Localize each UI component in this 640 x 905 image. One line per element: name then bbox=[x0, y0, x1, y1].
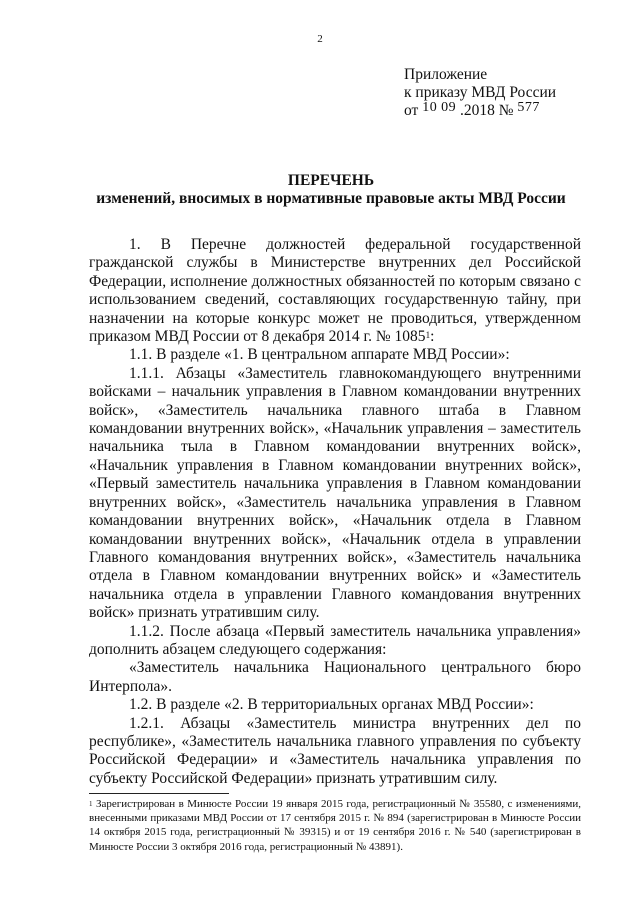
page-number: 2 bbox=[317, 33, 323, 45]
paragraph-1-2-1: 1.2.1. Абзацы «Заместитель министра внутренних дел по республике», «Заместитель начальника главного управления по субъекту Российской Федерации» и «Заместитель начальника управления по субъекту Российской Федерации» признать утратившим силу. bbox=[89, 714, 581, 787]
appendix-line2: к приказу МВД России bbox=[404, 84, 557, 101]
footnote-text: Зарегистрирован в Минюсте России 19 января 2015 года, регистрационный № 35580, с изменениями, внесенными приказами МВД России от 17 сентября 2015 г. № 894 (зарегистрирован в Минюсте России 14 октября 2015 года, регистрационный № 39315) и от 19 сентября 2016 г. № 540 (зарегистрирован в Минюсте России 3 октября 2016 года, регистрационный № 43891). bbox=[89, 798, 582, 853]
footnote-divider bbox=[89, 793, 229, 794]
paragraph-1-2: 1.2. В разделе «2. В территориальных органах МВД России»: bbox=[129, 696, 534, 714]
footnote-ref: 1 bbox=[425, 330, 431, 341]
date-day: 10 bbox=[422, 100, 438, 115]
paragraph-1-1-2: 1.1.2. После абзаца «Первый заместитель начальника управления» дополнить абзацем следующего содержания: bbox=[89, 622, 581, 658]
paragraph-1-1-1: 1.1.1. Абзацы «Заместитель главнокомандующего внутренними войсками – начальник управления в Главном командовании внутренних войск», «Заместитель начальника главного штаба в Главном командовании внутренних войск», «Начальник управления – заместитель начальника тыла в Главном командовании внутренних войск», «Начальник управления в Главном командовании внутренних войск», «Первый заместитель начальника управления в Главном командовании внутренних войск», «Заместитель начальника управления в Главном командовании внутренних войск», «Начальник отдела в Главном командовании внутренних войск», «Начальник отдела в управлении Главного командования внутренних войск», «Заместитель начальника отдела в Главном командовании внутренних войск» и «Заместитель начальника отдела в управлении Главного командования внутренних войск» признать утратившим силу. bbox=[89, 364, 581, 622]
document-subtitle: изменений, вносимых в нормативные правовые акты МВД России bbox=[96, 190, 566, 207]
paragraph-1-text: 1. В Перечне должностей федеральной государственной гражданской службы в Министерстве внутренних дел Российской Федерации, исполнение должностных обязанностей по которым связано с использованием сведений, составляющих государственную тайну, при назначении на которые конкурс может не проводиться, утвержденном приказом МВД России от 8 декабря 2014 г. № 1085 bbox=[89, 236, 581, 346]
document-title: ПЕРЕЧЕНЬ bbox=[287, 172, 375, 189]
footnote bbox=[89, 797, 581, 854]
appendix-line1: Приложение bbox=[404, 66, 488, 83]
appendix-date-line bbox=[404, 102, 556, 121]
paragraph-1-end: : bbox=[430, 328, 435, 346]
date-prefix: от bbox=[404, 102, 419, 119]
paragraph-quote: «Заместитель начальника Национального центрального бюро Интерпола». bbox=[89, 659, 581, 695]
date-month: 09 bbox=[441, 100, 457, 115]
date-year: .2018 № bbox=[459, 102, 514, 119]
paragraph-1-1: 1.1. В разделе «1. В центральном аппарате МВД России»: bbox=[129, 346, 510, 364]
footnote-marker: 1 bbox=[89, 800, 93, 808]
order-number: 577 bbox=[517, 100, 540, 115]
appendix-header bbox=[404, 66, 556, 121]
document-body bbox=[89, 236, 581, 788]
paragraph-1 bbox=[89, 236, 581, 346]
